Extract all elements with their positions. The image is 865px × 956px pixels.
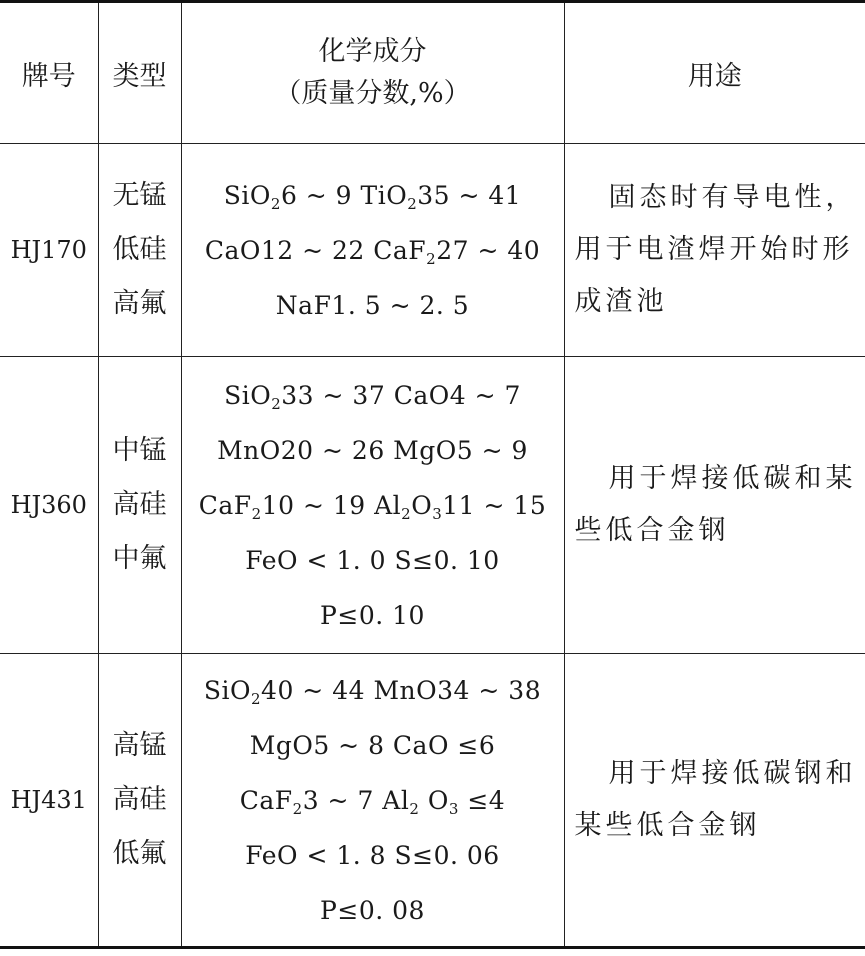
subscript: 3: [448, 799, 459, 818]
composition-line: P≤0. 08: [320, 895, 425, 925]
usage-text: 用于焊接低碳和某些低合金钢: [574, 463, 857, 546]
usage-cell: [564, 654, 865, 948]
header-usage: 用途: [564, 2, 865, 144]
usage-text: 固态时有导电性，用于电渣焊开始时形成渣池: [574, 182, 857, 317]
type-line: 高锰: [112, 730, 167, 761]
composition-line: SiO$_2$33 ~ 37 CaO4 ~ 7: [224, 380, 521, 413]
header-composition: [181, 2, 564, 144]
composition-line: SiO$_2$6 ~ 9 TiO$_2$35 ~ 41: [223, 180, 522, 213]
subscript: 2: [407, 194, 418, 213]
subscript: 2: [409, 799, 420, 818]
grade-cell: HJ360: [0, 357, 98, 654]
type-line: 低氟: [112, 838, 167, 869]
type-cell: [98, 357, 181, 654]
composition-cell: [181, 357, 564, 654]
grade-cell: HJ170: [0, 144, 98, 357]
subscript: 2: [270, 194, 281, 213]
type-line: 中锰: [112, 435, 167, 466]
table-row: [0, 357, 865, 654]
composition-line: P≤0. 10: [320, 600, 425, 630]
header-row: [0, 2, 865, 144]
type-line: 高硅: [112, 489, 167, 520]
usage-cell: [564, 357, 865, 654]
subscript: 2: [271, 394, 282, 413]
type-cell: [98, 144, 181, 357]
table-row: [0, 654, 865, 948]
type-line: 高硅: [112, 784, 167, 815]
usage-text: 用于焊接低碳钢和某些低合金钢: [574, 758, 857, 841]
subscript: 3: [432, 504, 443, 523]
subscript: 2: [292, 799, 303, 818]
type-line: 无锰: [112, 180, 167, 211]
table-row: [0, 144, 865, 357]
header-composition-unit: （质量分数,%）: [274, 78, 471, 109]
subscript: 2: [251, 504, 262, 523]
composition-line: CaF$_2$10 ~ 19 $Al_2O_311$ ~ 15: [198, 490, 547, 523]
composition-line: MgO5 ~ 8 CaO ≤6: [249, 730, 496, 760]
header-composition-title: 化学成分: [318, 36, 427, 67]
composition-line: NaF1. 5 ~ 2. 5: [275, 290, 470, 320]
composition-line: FeO < 1. 0 S≤0. 10: [245, 545, 500, 575]
grade-cell: HJ431: [0, 654, 98, 948]
subscript: 2: [401, 504, 412, 523]
composition-cell: [181, 144, 564, 357]
usage-cell: [564, 144, 865, 357]
composition-cell: [181, 654, 564, 948]
subscript: 2: [426, 249, 437, 268]
type-cell: [98, 654, 181, 948]
composition-line: CaF$_2$3 ~ 7 $Al_2$ $O_3 \le 4$: [239, 785, 506, 818]
header-type: 类型: [98, 2, 181, 144]
composition-line: FeO < 1. 8 S≤0. 06: [245, 840, 500, 870]
type-line: 低硅: [112, 234, 167, 265]
header-grade: 牌号: [0, 2, 98, 144]
composition-line: SiO$_2$40 ~ 44 MnO34 ~ 38: [203, 675, 542, 708]
type-line: 高氟: [112, 288, 167, 319]
composition-line: CaO12 ~ 22 CaF$_2$27 ~ 40: [204, 235, 541, 268]
composition-line: MnO20 ~ 26 MgO5 ~ 9: [217, 435, 528, 465]
type-line: 中氟: [112, 543, 167, 574]
subscript: 2: [251, 689, 262, 708]
